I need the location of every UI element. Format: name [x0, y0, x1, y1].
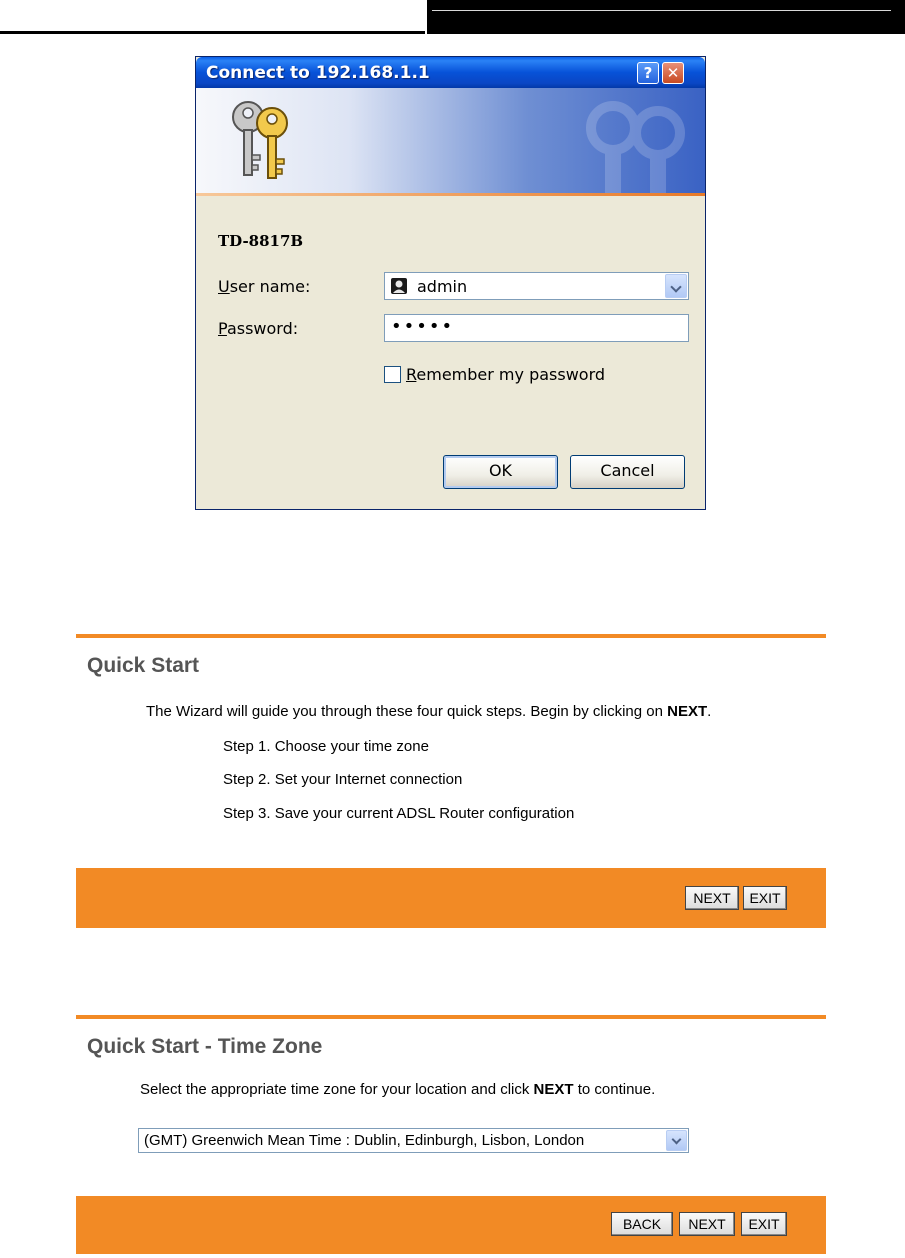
banner-keys-watermark	[573, 98, 693, 196]
username-label: User name:	[218, 277, 311, 296]
quick-start-step: Step 2. Set your Internet connection	[223, 771, 463, 788]
exit-button[interactable]: EXIT	[743, 886, 787, 910]
time-zone-select[interactable]	[138, 1128, 689, 1153]
quick-start-intro: The Wizard will guide you through these four quick steps. Begin by clicking on NEXT.	[146, 703, 712, 720]
next-button[interactable]: NEXT	[685, 886, 739, 910]
time-zone-title: Quick Start - Time Zone	[87, 1035, 323, 1058]
remember-password-checkbox[interactable]	[384, 366, 401, 383]
time-zone-top-rule	[76, 1015, 826, 1019]
header-inner-line	[432, 10, 891, 11]
banner-stripe	[196, 193, 705, 196]
help-icon[interactable]: ?	[637, 62, 659, 84]
close-icon[interactable]: ✕	[662, 62, 684, 84]
dialog-title: Connect to 192.168.1.1	[206, 63, 430, 83]
time-zone-selected: (GMT) Greenwich Mean Time : Dublin, Edinburgh, Lisbon, London	[144, 1132, 585, 1149]
chevron-down-icon[interactable]	[666, 1130, 687, 1151]
password-label: Password:	[218, 319, 299, 338]
username-value: admin	[417, 277, 468, 296]
ok-button[interactable]: OK	[443, 455, 558, 489]
quick-start-step: Step 3. Save your current ADSL Router configuration	[223, 805, 575, 822]
header-black-bar	[427, 0, 905, 34]
device-name: TD-8817B	[218, 232, 304, 250]
time-zone-instruction: Select the appropriate time zone for your location and click NEXT to continue.	[140, 1081, 656, 1098]
remember-password-label[interactable]: Remember my password	[406, 365, 606, 384]
chevron-down-icon[interactable]	[665, 274, 687, 298]
next-button[interactable]: NEXT	[679, 1212, 735, 1236]
exit-button[interactable]: EXIT	[741, 1212, 787, 1236]
dialog-titlebar[interactable]	[196, 57, 705, 88]
cancel-button[interactable]: Cancel	[570, 455, 685, 489]
quick-start-title: Quick Start	[87, 654, 200, 677]
login-dialog	[195, 56, 706, 510]
user-icon	[390, 277, 408, 295]
dialog-banner	[196, 88, 705, 196]
header-rule	[0, 31, 425, 34]
quick-start-step: Step 1. Choose your time zone	[223, 738, 429, 755]
keys-icon	[226, 93, 298, 188]
back-button[interactable]: BACK	[611, 1212, 673, 1236]
username-combo[interactable]	[384, 272, 689, 300]
password-field[interactable]	[384, 314, 689, 342]
password-value: •••••	[391, 316, 455, 337]
quick-start-top-rule	[76, 634, 826, 638]
